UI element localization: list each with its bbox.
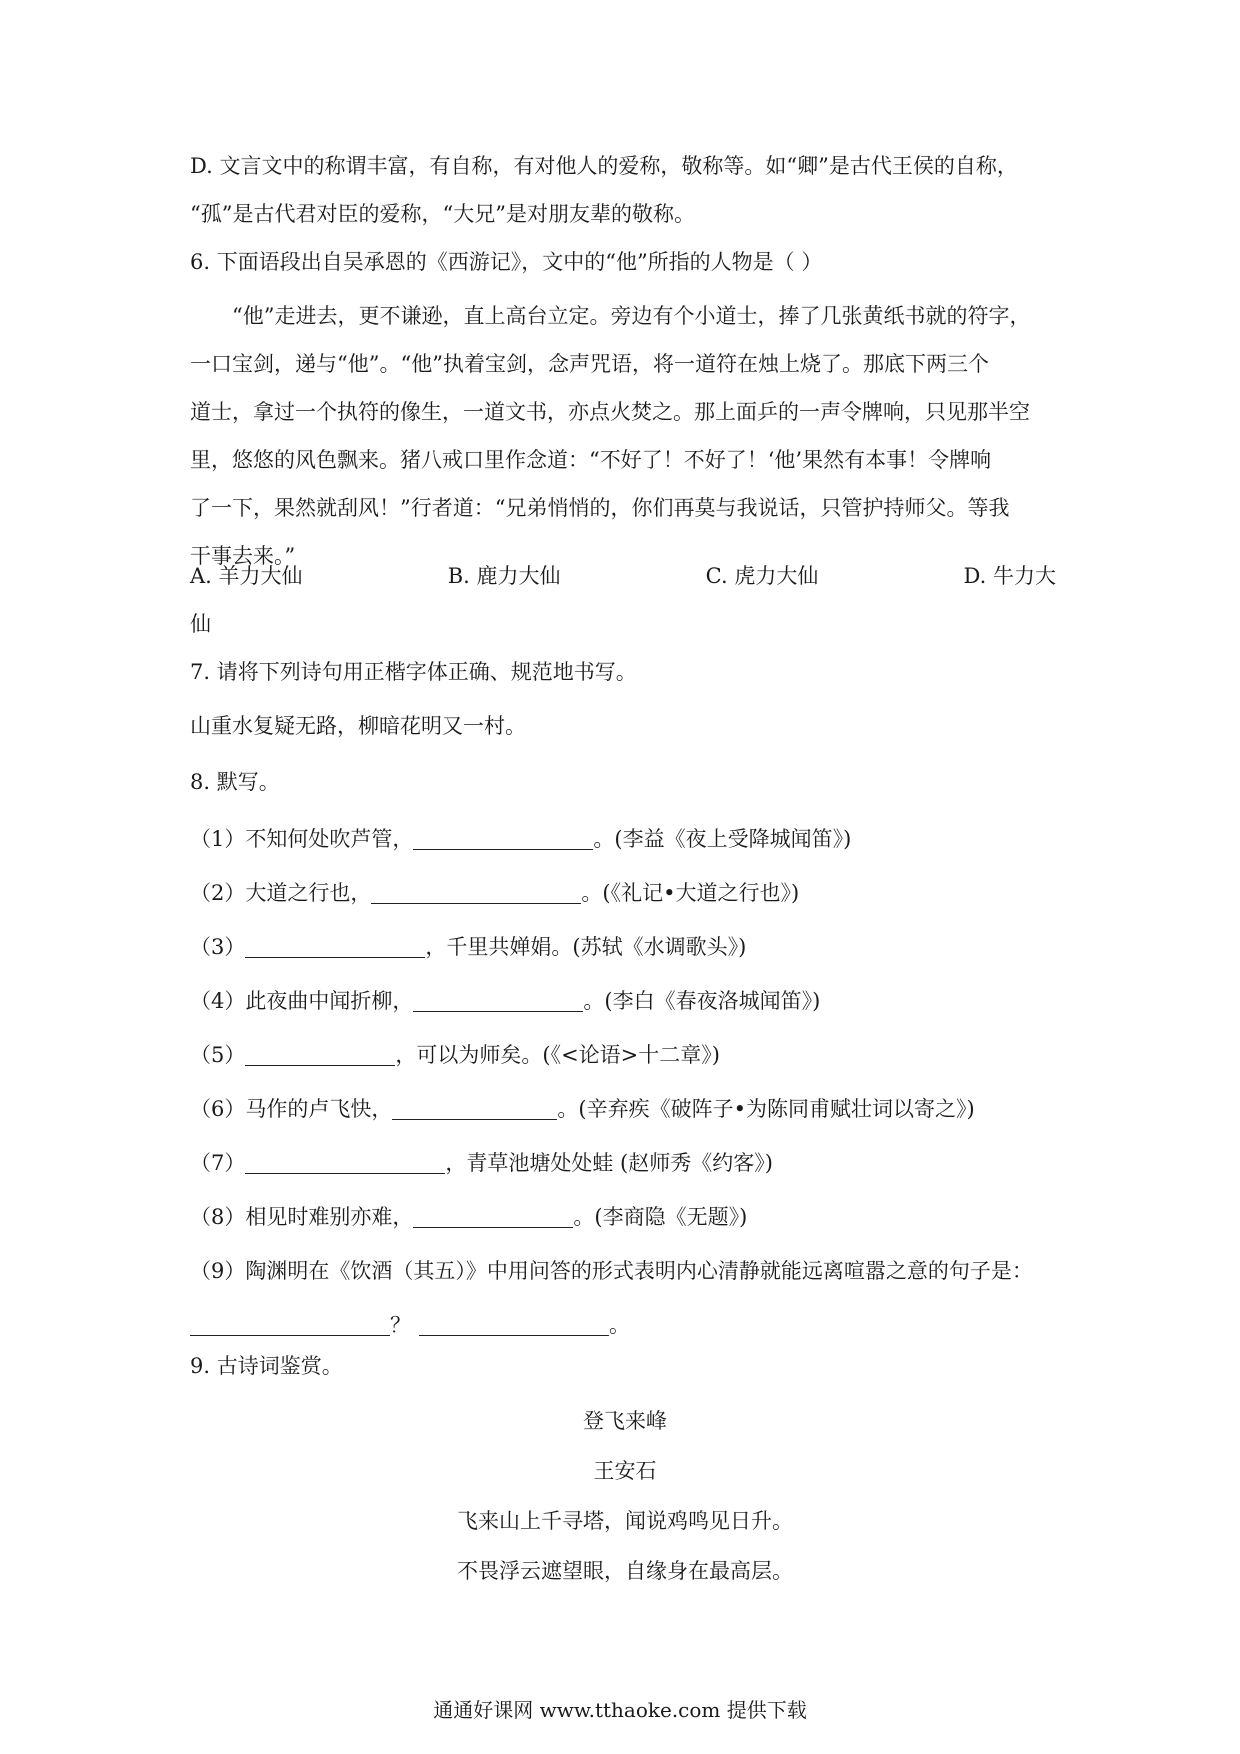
q6-stem: 6. 下面语段出自吴承恩的《西游记》，文中的“他”所指的人物是（ ） xyxy=(190,250,823,274)
q8-item: （1）不知何处吹芦管， 。(李益《夜上受降城闻笛》) xyxy=(190,827,852,851)
q6-passage-line: 道士，拿过一个执符的像生，一道文书，亦点火焚之。那上面乒的一声令牌响，只见那半空 xyxy=(190,400,1030,424)
q6-passage xyxy=(190,292,1060,580)
q6-option-a: A. 羊力大仙 xyxy=(190,564,303,588)
q9-poem xyxy=(190,1396,1060,1596)
q6-option-d: D. 牛力大 xyxy=(963,564,1056,588)
q8-item: （8）相见时难别亦难， 。(李商隐《无题》) xyxy=(190,1205,748,1229)
q8-items xyxy=(190,812,1060,1352)
q9-stem: 9. 古诗词鉴赏。 xyxy=(190,1354,343,1378)
q7-verse: 山重水复疑无路，柳暗花明又一村。 xyxy=(190,714,526,738)
question-7 xyxy=(190,648,1060,750)
q5d-line1: D. 文言文中的称谓丰富，有自称，有对他人的爱称，敬称等。如“卿”是古代王侯的自称， xyxy=(190,154,1018,178)
question-6 xyxy=(190,238,1060,286)
q6-options xyxy=(190,552,1060,648)
q6-option-wrap: 仙 xyxy=(190,612,211,636)
q6-passage-line: 里，悠悠的风色飘来。猪八戒口里作念道：“不好了！不好了！‘他’果然有本事！令牌响 xyxy=(190,448,992,472)
q5d-line2: “孤”是古代君对臣的爱称，“大兄”是对朋友辈的敬称。 xyxy=(190,202,695,226)
q6-option-b: B. 鹿力大仙 xyxy=(447,564,561,588)
page-footer: 通通好课网 www.tthaoke.com 提供下载 xyxy=(433,1698,807,1722)
q7-stem: 7. 请将下列诗句用正楷字体正确、规范地书写。 xyxy=(190,660,637,684)
q8-item: （5） ，可以为师矣。(《<论语>十二章》) xyxy=(190,1043,720,1067)
q8-stem: 8. 默写。 xyxy=(190,770,280,794)
q6-passage-line: 了一下，果然就刮风！”行者道：“兄弟悄悄的，你们再莫与我说话，只管护持师父。等我 xyxy=(190,496,1010,520)
q5-option-d xyxy=(190,142,1060,238)
q8-item-9-blanks: ？ 。 xyxy=(190,1298,1060,1352)
poem-title: 登飞来峰 xyxy=(583,1409,667,1433)
q8-item: （4）此夜曲中闻折柳， 。(李白《春夜洛城闻笛》) xyxy=(190,989,821,1013)
poem-line: 不畏浮云遮望眼，自缘身在最高层。 xyxy=(457,1559,793,1583)
poem-author: 王安石 xyxy=(593,1459,657,1483)
q8-item: （7） ，青草池塘处处蛙 (赵师秀《约客》) xyxy=(190,1151,773,1175)
question-8 xyxy=(190,758,1060,806)
q6-passage-line: 干事去来。” xyxy=(190,544,296,568)
q8-item: （2）大道之行也， 。(《礼记•大道之行也》) xyxy=(190,881,800,905)
q6-option-c: C. 虎力大仙 xyxy=(705,564,819,588)
poem-line: 飞来山上千寻塔，闻说鸡鸣见日升。 xyxy=(457,1509,793,1533)
q8-item-9: （9）陶渊明在《饮酒（其五）》中用问答的形式表明内心清静就能远离喧嚣之意的句子是： xyxy=(190,1259,1033,1283)
q6-passage-line: 一口宝剑，递与“他”。“他”执着宝剑，念声咒语，将一道符在烛上烧了。那底下两三个 xyxy=(190,352,989,376)
question-9 xyxy=(190,1342,1060,1390)
q6-passage-line: “他”走进去，更不谦逊，直上高台立定。旁边有个小道士，捧了几张黄纸书就的符字， xyxy=(232,304,1031,328)
q8-item: （3） ，千里共婵娟。(苏轼《水调歌头》) xyxy=(190,935,747,959)
q8-item: （6）马作的卢飞快， 。(辛弃疾《破阵子•为陈同甫赋壮词以寄之》) xyxy=(190,1097,975,1121)
